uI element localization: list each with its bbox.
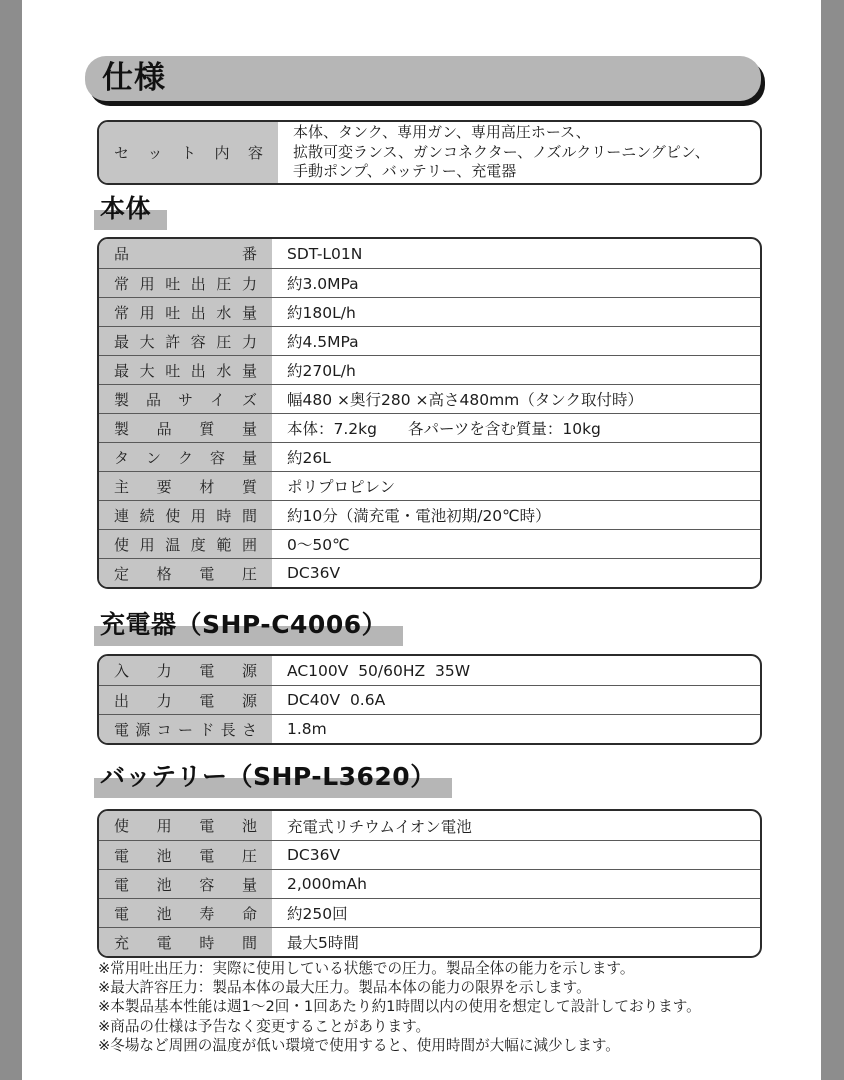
footnote: ※常用吐出圧力：実際に使用している状態での圧力。製品全体の能力を示します。 (98, 960, 635, 977)
spec-label: 最 大 吐 出 水 量 (114, 361, 257, 380)
table-row (99, 558, 760, 587)
table-row (99, 685, 760, 714)
table-row (99, 268, 760, 297)
spec-label-cell (99, 414, 272, 442)
table-row (99, 529, 760, 558)
spec-label: 常 用 吐 出 圧 力 (114, 274, 257, 293)
set-contents-line: 本体、タンク、専用ガン、専用高圧ホース、 (293, 123, 591, 142)
spec-label: 使 用 電 池 (114, 817, 257, 835)
spec-label-cell (99, 715, 272, 743)
spec-value: 幅480 ×奥行280 ×高さ480mm（タンク取付時） (287, 391, 643, 409)
spec-value-cell (278, 122, 760, 183)
table-row (99, 384, 760, 413)
spec-label: 入 力 電 源 (114, 662, 257, 680)
spec-label: 常 用 吐 出 水 量 (114, 303, 257, 322)
footnote: ※本製品基本性能は週1～2回・1回あたり約1時間以内の使用を想定して設計しております。 (98, 998, 701, 1016)
spec-value: 約250回 (287, 905, 348, 923)
spec-label-cell (99, 298, 272, 326)
spec-label-cell (99, 899, 272, 927)
table-row (99, 840, 760, 869)
spec-label-cell (99, 327, 272, 355)
spec-label-cell (99, 501, 272, 529)
spec-label: 充 電 時 間 (114, 933, 257, 952)
spec-label-cell (99, 870, 272, 898)
spec-value: 約26L (287, 449, 331, 467)
spec-label: 品 番 (114, 245, 257, 263)
table-row (99, 442, 760, 471)
spec-value: 約4.5MPa (287, 333, 359, 351)
page-edge-right (821, 0, 844, 1080)
table-row (99, 656, 760, 685)
spec-value: 約270L/h (287, 362, 356, 380)
spec-label-cell (99, 559, 272, 587)
section-title-charger: 充電器（SHP-C4006） (100, 612, 387, 638)
spec-value: 1.8m (287, 720, 327, 738)
spec-label: 電 池 寿 命 (114, 904, 257, 923)
spec-label: 使 用 温 度 範 囲 (114, 535, 257, 554)
table-row (99, 471, 760, 500)
spec-value: SDT-L01N (287, 244, 363, 263)
spec-label-cell (99, 841, 272, 869)
spec-label: 出 力 電 源 (114, 691, 257, 710)
table-row (99, 413, 760, 442)
spec-value: DC40V 0.6A (287, 691, 386, 709)
spec-value: DC36V (287, 564, 341, 582)
section-title-body: 本体 (100, 196, 151, 222)
body-spec-table (97, 237, 762, 589)
table-row (99, 326, 760, 355)
table-row (99, 811, 760, 840)
spec-label: 電 池 容 量 (114, 875, 257, 894)
spec-label-cell (99, 530, 272, 558)
spec-label: 連 続 使 用 時 間 (114, 506, 257, 525)
spec-label-cell (99, 686, 272, 714)
charger-spec-table (97, 654, 762, 745)
page-edge-left (0, 0, 22, 1080)
spec-label-cell (99, 443, 272, 471)
spec-label-cell (99, 269, 272, 297)
spec-value: 約180L/h (287, 304, 356, 322)
set-contents-line: 手動ポンプ、バッテリー、充電器 (293, 162, 517, 181)
battery-spec-table (97, 809, 762, 958)
page-title: 仕様 (102, 60, 166, 96)
table-row (99, 869, 760, 898)
spec-value: 0～50℃ (287, 536, 350, 554)
table-row (99, 355, 760, 384)
spec-label: 電 源 コ ー ド 長 さ (114, 720, 257, 739)
spec-value: 本体：7.2kg 各パーツを含む質量：10kg (287, 420, 601, 438)
section-title-battery: バッテリー（SHP-L3620） (100, 764, 436, 790)
spec-label-cell (99, 122, 278, 183)
spec-label: タ ン ク 容 量 (114, 448, 257, 467)
spec-label-cell (99, 472, 272, 500)
spec-label: 定 格 電 圧 (114, 564, 257, 583)
spec-label-cell (99, 385, 272, 413)
table-row (99, 239, 760, 268)
table-row (99, 500, 760, 529)
footnote: ※冬場など周囲の温度が低い環境で使用すると、使用時間が大幅に減少します。 (98, 1036, 620, 1054)
table-row (99, 122, 760, 183)
spec-label-cell (99, 656, 272, 685)
spec-label-cell (99, 239, 272, 268)
spec-value: ポリプロピレン (287, 478, 396, 496)
spec-label: 製 品 質 量 (114, 419, 257, 438)
footnotes (98, 959, 766, 1055)
footnote: ※商品の仕様は予告なく変更することがあります。 (98, 1017, 431, 1035)
table-row (99, 297, 760, 326)
spec-value: 約10分（満充電・電池初期/20℃時） (287, 507, 551, 525)
table-row (99, 927, 760, 956)
spec-value: 2,000mAh (287, 875, 367, 893)
spec-label: セ ッ ト 内 容 (114, 144, 263, 162)
spec-label: 電 池 電 圧 (114, 846, 257, 865)
table-row (99, 714, 760, 743)
spec-value: 充電式リチウムイオン電池 (287, 817, 472, 836)
spec-label: 製 品 サ イ ズ (114, 390, 257, 409)
spec-label-cell (99, 928, 272, 956)
footnote: ※最大許容圧力：製品本体の最大圧力。製品本体の能力の限界を示します。 (98, 979, 591, 997)
spec-label: 最 大 許 容 圧 力 (114, 332, 257, 351)
spec-label-cell (99, 356, 272, 384)
spec-label: 主 要 材 質 (114, 477, 257, 496)
specifications-header-bar (85, 56, 761, 101)
spec-label-cell (99, 811, 272, 840)
table-row (99, 898, 760, 927)
spec-value: 約3.0MPa (287, 275, 359, 293)
spec-value: 最大5時間 (287, 934, 359, 952)
set-contents-line: 拡散可変ランス、ガンコネクター、ノズルクリーニングピン、 (293, 142, 710, 161)
set-contents-table (97, 120, 762, 185)
spec-value: AC100V 50/60HZ 35W (287, 661, 471, 680)
spec-value: DC36V (287, 846, 341, 864)
